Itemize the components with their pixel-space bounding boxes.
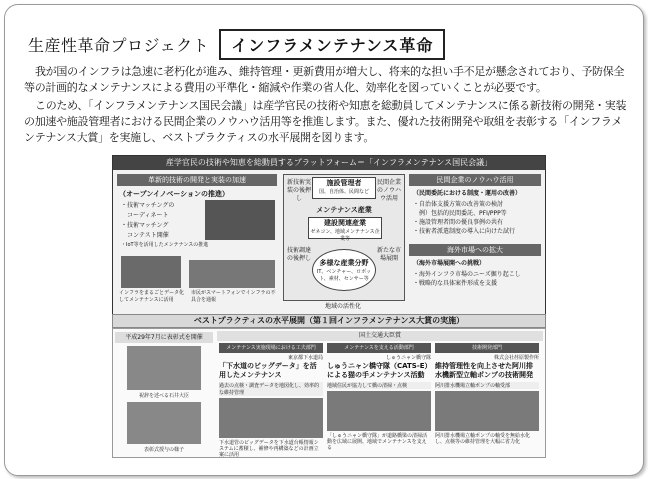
award-subtitle: 阿川排水機場立軸ポンプの軸受部	[435, 382, 539, 389]
facility-manager-box: 施設管理者 国、自治体、民間など	[312, 177, 376, 199]
infrastructure-data-photo	[121, 256, 181, 288]
innovation-item: コンテスト開催	[121, 232, 169, 239]
ceremony-photo	[127, 402, 201, 444]
side-label: 民間企業のノウハウ活用	[376, 179, 401, 202]
innovation-item: ・技術マッチングの	[121, 202, 175, 209]
award-gallery	[112, 328, 546, 458]
innovation-subheader: （オープンイノベーションの推進）	[119, 190, 230, 198]
side-label: 技術調達の後押し	[286, 247, 311, 262]
innovation-item: コーディネート	[121, 212, 169, 219]
diverse-industries-box: 多様な産業分野 IT、ベンチャー、ロボット、素材、センサー等	[312, 249, 376, 291]
award-photo	[435, 391, 539, 431]
award-name: 維持管理性を向上させた阿川排水機新型立軸ポンプの技術開発	[435, 362, 533, 379]
award-organization: 株式会社荏原製作所	[493, 355, 539, 361]
side-label: 新技術実装の後押し	[286, 179, 311, 202]
data-caption: インフラをまるごとデータ化してメンテナンスに活用	[119, 290, 185, 303]
award-organization: しゅうニャン橋守隊	[385, 355, 431, 361]
diagram-title: 産学官民の技術や知恵を総動員するプラットフォーム＝「インフラメンテナンス国民会議」	[113, 156, 545, 170]
stakeholder-center	[283, 174, 405, 301]
award-name: 「下水道のビッグデータ」を活用したメンテナンス	[219, 362, 317, 379]
award-card	[219, 343, 323, 458]
award-card	[327, 343, 431, 455]
paragraph-intro: 我が国のインフラは急速に老朽化が進み、維持管理・更新費用が増大し、将来的な担い手不足が懸念されており、予防保全等の計画的なメンテナンスによる費用の平準化・縮減や作業の省人化、効率化を図っていくことが必要です。	[24, 65, 625, 94]
award-photo	[219, 398, 323, 438]
smartphone-caption: 市民がスマートフォンでインフラの不具合を通報	[191, 290, 276, 303]
platform-diagram	[112, 155, 546, 315]
workshop-photo	[205, 200, 275, 240]
private-knowhow-item: ・技術者派遣制度の導入に向けた試行	[413, 228, 516, 235]
regional-revitalization-label: 地域の活性化	[324, 303, 361, 310]
ceremony-caption: 表彰式授与の様子	[143, 447, 184, 453]
smartphone-report-photo	[189, 260, 275, 288]
overseas-item: ・海外インフラ市場のニーズ掘り起こし	[413, 271, 521, 278]
innovation-list	[121, 201, 201, 241]
paragraph-measures: このため、「インフラメンテナンス国民会議」は産学官民の技術や知恵を総動員してメンテナンスに係る新技術の開発・実装の加速や施設管理者における民間企業のノウハウ活用等を推進します。また、優れた技術開発や取組を表彰する「インフラメンテナンス大賞」を実施し、ベストプラクティスの水平展開を図ります。	[24, 99, 627, 144]
award-card	[435, 343, 539, 455]
page-title: インフラメンテナンス革命	[219, 29, 445, 60]
award-category: 技術開発部門	[435, 343, 539, 353]
overseas-subheader: （海外市場展開への挑戦）	[413, 260, 486, 267]
award-description: 阿川排水機場立軸ポンプの軸受を無給水化し、点検等の維持管理を大幅に省力化	[435, 433, 531, 445]
innovation-header: 革新的技術の開発と実装の加速	[117, 174, 277, 186]
award-subtitle: 地域住民が協力して橋の清掃・点検	[327, 382, 431, 389]
iot-item: ・IoT等を活用したメンテナンスの推進	[121, 242, 209, 248]
header	[28, 30, 445, 58]
minister-award-label: 国土交通大臣賞	[217, 331, 543, 341]
best-practice-title: ベストプラクティスの水平展開（第１回インフラメンテナンス大賞の実施）	[112, 314, 546, 328]
innovation-item: ・技術マッチング	[121, 222, 169, 229]
private-knowhow-item: ・施設管理者間の優良事例の共有	[413, 219, 504, 226]
overseas-list	[413, 270, 541, 288]
award-description: 下水道管のビッグデータを下水道台帳情報システムに蓄積し、補修や再構築などの計画立案に活用	[219, 440, 319, 458]
overseas-header: 海外市場への拡大	[409, 244, 541, 256]
ceremony-header: 平成29年7月に表彰式を開催	[115, 332, 213, 343]
maintenance-industry-label: メンテナンス産業	[316, 206, 372, 214]
award-photo	[327, 391, 431, 431]
award-organization: 東京都下水道局	[287, 355, 323, 361]
private-knowhow-list	[413, 200, 541, 236]
overseas-item: ・戦略的な具体案件形成を支援	[413, 280, 498, 287]
private-knowhow-item: 例）包括的民間委託、PFI/PPP等	[413, 210, 507, 217]
award-name: しゅうニャン橋守隊（CATS-E）による猫の手メンテナンス活動	[327, 362, 429, 379]
award-category: メンテナンス実施現場における工夫部門	[219, 343, 323, 353]
minister-speech-photo	[127, 346, 201, 390]
private-knowhow-item: ・自治体支援方策の改善策の検討	[413, 201, 504, 208]
private-knowhow-header: 民間企業のノウハウ活用	[409, 174, 541, 186]
construction-industry-box: 建設関連産業 ゼネコン、地域メンテナンス企業等	[308, 217, 382, 239]
side-label: 新たな市場展開	[376, 247, 401, 262]
minister-caption: 祝辞を述べる石井大臣	[138, 393, 189, 399]
award-description: 「しゅうニャン橋守隊」が道路橋梁の清掃活動を広域に展開、地域でメンテナンスを支える	[327, 433, 428, 451]
private-knowhow-subheader: （民間委託における制度・運用の改善）	[413, 190, 522, 197]
award-category: メンテナンスを支える活動部門	[327, 343, 431, 353]
award-subtitle: 過去の点検・調査データを地図化し、効率的な維持管理	[219, 382, 323, 396]
project-label: 生産性革命プロジェクト	[28, 35, 210, 55]
